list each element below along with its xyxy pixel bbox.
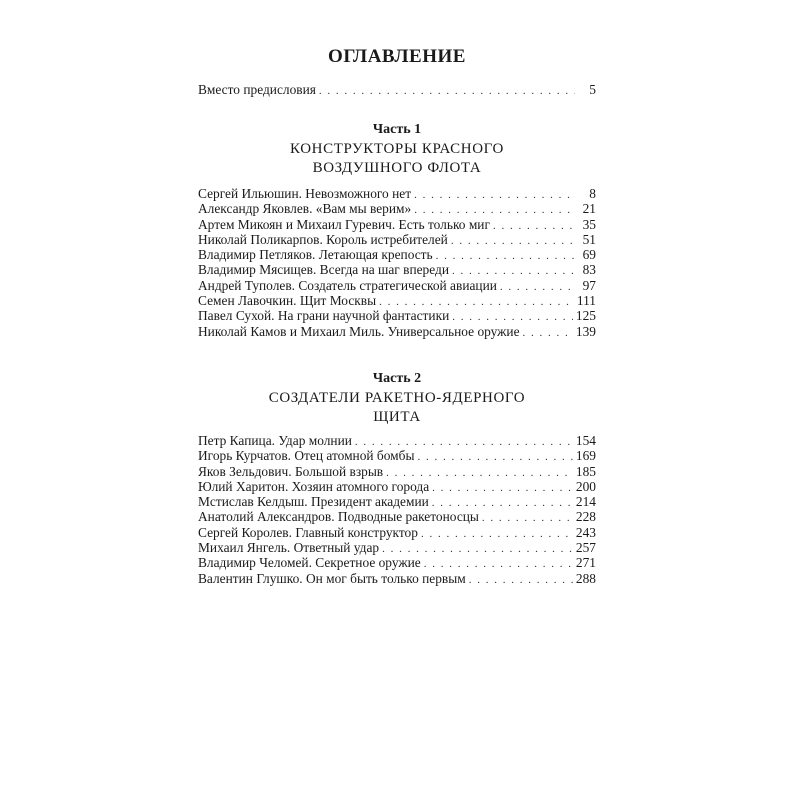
toc-entry-intro[interactable] [198,82,596,97]
leader-dots [523,327,573,339]
entry-title: Семен Лавочкин. Щит Москвы [198,293,377,309]
leader-dots [469,574,573,586]
toc-entry[interactable] [198,571,596,586]
entry-title: Вместо предисловия [198,82,316,97]
toc-entry[interactable] [198,186,596,201]
entry-title: Николай Камов и Михаил Миль. Универсальное оружие [198,323,520,339]
entry-page: 51 [582,231,596,247]
entry-title: Владимир Челомей. Секретное оружие [198,555,421,571]
part1-label: Часть 1 [372,122,422,137]
part2-title-line2: ЩИТА [373,409,421,425]
toc-entry[interactable] [198,232,596,247]
leader-dots [452,311,573,323]
leader-dots [319,85,575,97]
entry-page: 243 [575,524,596,540]
leader-dots [386,467,573,479]
leader-dots [432,497,573,509]
entry-page: 257 [575,540,596,556]
toc-entry[interactable] [198,464,596,479]
entry-page: 21 [582,201,596,217]
intro-list [198,82,596,97]
entry-page: 214 [575,494,596,510]
toc-entry[interactable] [198,509,596,524]
entry-page: 228 [575,509,596,525]
entry-page: 83 [582,262,596,278]
entry-title: Валентин Глушко. Он мог быть только первым [198,570,466,586]
toc-entry[interactable] [198,217,596,232]
entry-title: Игорь Курчатов. Отец атомной бомбы [198,448,415,464]
leader-dots [414,204,575,216]
entry-title: Николай Поликарпов. Король истребителей [198,231,448,247]
leader-dots [500,281,575,293]
entry-page: 169 [575,448,596,464]
entry-page: 154 [575,433,596,448]
entry-title: Александр Яковлев. «Вам мы верим» [198,201,412,217]
leader-dots [382,543,573,555]
part2-label: Часть 2 [372,371,422,386]
toc-entry[interactable] [198,308,596,323]
part2-title-line1: СОЗДАТЕЛИ РАКЕТНО-ЯДЕРНОГО [268,390,526,406]
entry-title: Владимир Мясищев. Всегда на шаг впереди [198,262,450,278]
entry-page: 97 [582,277,596,293]
toc-entry[interactable] [198,433,596,448]
toc-entry[interactable] [198,494,596,509]
page-title: ОГЛАВЛЕНИЕ [328,46,466,67]
entry-title: Мстислав Келдыш. Президент академии [198,494,429,510]
leader-dots [493,220,575,232]
entry-page: 69 [582,247,596,263]
leader-dots [379,296,574,308]
entry-title: Петр Капица. Удар молнии [198,433,352,448]
leader-dots [436,250,575,262]
toc-entry[interactable] [198,448,596,463]
toc-entry[interactable] [198,555,596,570]
leader-dots [424,558,573,570]
leader-dots [417,451,572,463]
toc-entry[interactable] [198,479,596,494]
part1-title-line1: КОНСТРУКТОРЫ КРАСНОГО [290,141,504,157]
entry-title: Сергей Королев. Главный конструктор [198,524,418,540]
entry-title: Михаил Янгель. Ответный удар [198,540,380,556]
leader-dots [355,436,573,448]
entry-title: Артем Микоян и Михаил Гуревич. Есть только миг [198,216,490,232]
leader-dots [432,482,573,494]
entry-page: 35 [582,216,596,232]
leader-dots [451,235,575,247]
toc-entry[interactable] [198,525,596,540]
entry-page: 288 [575,570,596,586]
entry-page: 111 [576,293,596,309]
leader-dots [414,189,575,201]
entry-page: 200 [575,478,596,494]
toc-entry[interactable] [198,278,596,293]
leader-dots [421,528,573,540]
entry-title: Яков Зельдович. Большой взрыв [198,463,384,479]
leader-dots [482,512,573,524]
entry-page: 271 [575,555,596,571]
toc-entry[interactable] [198,247,596,262]
toc-entry[interactable] [198,201,596,216]
entry-title: Владимир Петляков. Летающая крепость [198,247,433,263]
part1-entries [198,186,596,339]
entry-title: Андрей Туполев. Создатель стратегической авиации [198,277,497,293]
entry-title: Анатолий Александров. Подводные ракетоносцы [198,509,479,525]
toc-entry[interactable] [198,293,596,308]
entry-page: 5 [589,82,596,97]
entry-title: Павел Сухой. На грани научной фантастики [198,308,450,324]
toc-entry[interactable] [198,540,596,555]
leader-dots [452,265,575,277]
entry-page: 185 [575,463,596,479]
entry-title: Сергей Ильюшин. Невозможного нет [198,186,412,201]
part2-entries [198,433,596,586]
entry-page: 125 [575,308,596,324]
entry-page: 139 [575,323,596,339]
toc-entry[interactable] [198,262,596,277]
part1-title-line2: ВОЗДУШНОГО ФЛОТА [312,160,482,176]
toc-entry[interactable] [198,324,596,339]
entry-page: 8 [589,186,596,201]
entry-title: Юлий Харитон. Хозяин атомного города [198,478,430,494]
